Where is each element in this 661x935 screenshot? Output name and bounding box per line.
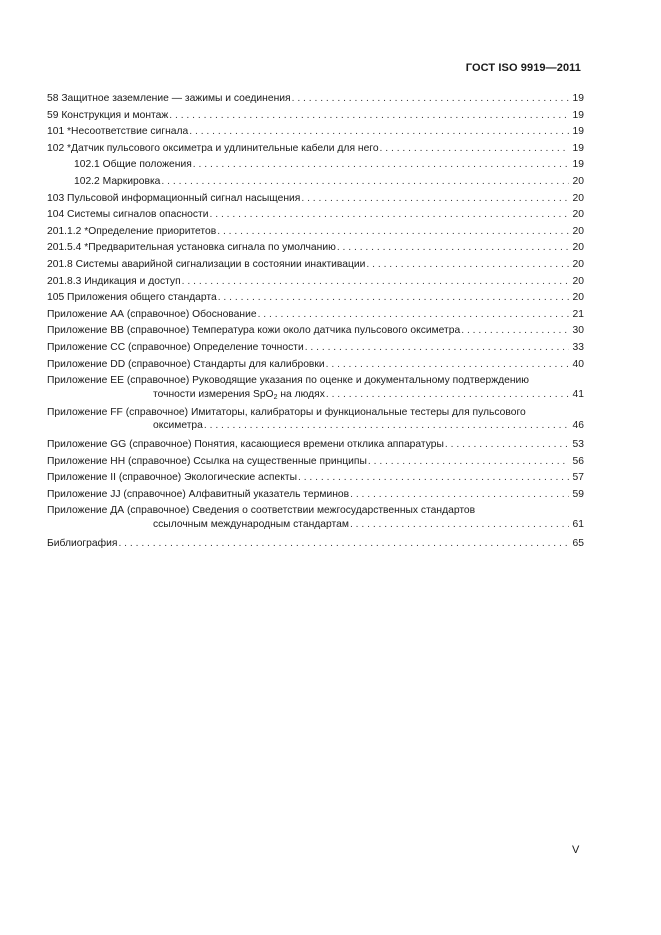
- toc-entry-title: Приложение II (справочное) Экологические аспекты: [47, 472, 297, 484]
- toc-entry[interactable]: [47, 257, 584, 274]
- toc-entry-title-continued: [153, 388, 325, 402]
- leader-dots: [337, 240, 569, 257]
- toc-entry[interactable]: [47, 141, 584, 158]
- toc-entry[interactable]: [47, 357, 584, 374]
- leader-dots: [445, 437, 569, 454]
- toc-entry-title-continued: оксиметра: [153, 420, 203, 432]
- leader-dots: [301, 191, 569, 208]
- toc-page-number: 19: [572, 126, 584, 138]
- toc-entry-title-continued: ссылочным международным стандартам: [153, 518, 349, 530]
- toc-entry-title: Приложение СС (справочное) Определение точности: [47, 341, 304, 353]
- toc-page-number: 20: [572, 275, 584, 287]
- leader-dots: [350, 518, 569, 532]
- table-of-contents: [47, 91, 584, 553]
- toc-page-number: 20: [572, 242, 584, 254]
- toc-page-number: 33: [572, 341, 584, 353]
- toc-entry-title: Приложение JJ (справочное) Алфавитный указатель терминов: [47, 488, 350, 500]
- toc-entry-title: Приложение FF (справочное) Имитаторы, калибраторы и функциональные тестеры для пульсового: [47, 406, 526, 418]
- leader-dots: [305, 340, 569, 357]
- leader-dots: [366, 257, 569, 274]
- toc-entry[interactable]: [47, 374, 584, 404]
- toc-entry-title: Приложение ЕЕ (справочное) Руководящие указания по оценке и документальному подтверждению: [47, 375, 530, 387]
- toc-entry[interactable]: [47, 323, 584, 340]
- leader-dots: [258, 307, 569, 324]
- leader-dots: [169, 108, 569, 125]
- toc-entry-title: Приложение GG (справочное) Понятия, касающиеся времени отклика аппаратуры: [47, 439, 444, 451]
- document-header: ГОСТ ISO 9919—2011: [465, 62, 581, 74]
- toc-entry-title: 102.2 Маркировка: [74, 175, 161, 187]
- toc-entry[interactable]: [47, 157, 584, 174]
- toc-entry[interactable]: [47, 437, 584, 454]
- leader-dots: [326, 388, 569, 402]
- leader-dots: [204, 419, 569, 433]
- toc-entry[interactable]: [47, 454, 584, 471]
- toc-entry[interactable]: [47, 290, 584, 307]
- toc-entry-title: 104 Системы сигналов опасности: [47, 209, 209, 221]
- toc-page-number: 30: [572, 325, 584, 337]
- toc-page-number: 19: [572, 142, 584, 154]
- toc-page-number: 46: [572, 420, 584, 432]
- toc-entry-title: 105 Приложения общего стандарта: [47, 292, 217, 304]
- leader-dots: [292, 91, 569, 108]
- toc-page-number: 19: [572, 93, 584, 104]
- toc-entry-title: 102 *Датчик пульсового оксиметра и удлинительные кабели для него: [47, 142, 379, 154]
- leader-dots: [380, 141, 569, 158]
- toc-entry[interactable]: [47, 340, 584, 357]
- toc-page-number: 40: [572, 358, 584, 370]
- leader-dots: [193, 157, 569, 174]
- toc-entry-title: 58 Защитное заземление — зажимы и соединения: [47, 93, 291, 104]
- leader-dots: [368, 454, 569, 471]
- toc-page-number: 19: [572, 109, 584, 121]
- leader-dots: [210, 207, 569, 224]
- toc-entry-title: Приложение АА (справочное) Обоснование: [47, 308, 257, 320]
- toc-page-number: 56: [572, 455, 584, 467]
- toc-entry-title: 102.1 Общие положения: [74, 159, 192, 171]
- toc-entry-title: 201.1.2 *Определение приоритетов: [47, 225, 217, 237]
- toc-entry[interactable]: [47, 207, 584, 224]
- leader-dots: [298, 470, 569, 487]
- toc-entry[interactable]: [47, 487, 584, 504]
- toc-entry-title: Приложение DD (справочное) Стандарты для калибровки: [47, 358, 325, 370]
- leader-dots: [118, 536, 569, 553]
- toc-entry-title: Приложение ДА (справочное) Сведения о соответствии межгосударственных стандартов: [47, 505, 476, 517]
- toc-page-number: 20: [572, 192, 584, 204]
- toc-entry[interactable]: [47, 504, 584, 534]
- toc-entry[interactable]: [47, 240, 584, 257]
- toc-page-number: 20: [572, 225, 584, 237]
- toc-entry-title: 101 *Несоответствие сигнала: [47, 126, 189, 138]
- toc-entry-title: 59 Конструкция и монтаж: [47, 109, 169, 121]
- leader-dots: [217, 224, 569, 241]
- leader-dots: [161, 174, 569, 191]
- leader-dots: [350, 487, 569, 504]
- toc-page-number: 20: [572, 209, 584, 221]
- toc-page-number: 53: [572, 439, 584, 451]
- toc-entry[interactable]: [47, 174, 584, 191]
- toc-entry[interactable]: [47, 224, 584, 241]
- toc-page-number: 41: [572, 388, 584, 400]
- toc-entry-text-part: точности измерения SpO: [153, 388, 274, 400]
- toc-entry[interactable]: [47, 91, 584, 108]
- leader-dots: [218, 290, 569, 307]
- toc-entry-title: Библиография: [47, 537, 118, 549]
- toc-page-number: 61: [572, 518, 584, 530]
- toc-entry-title: Приложение ВВ (справочное) Температура кожи около датчика пульсового оксиметра: [47, 325, 461, 337]
- toc-page-number: 65: [572, 537, 584, 549]
- toc-page-number: 20: [572, 292, 584, 304]
- leader-dots: [189, 124, 569, 141]
- toc-entry[interactable]: [47, 108, 584, 125]
- toc-page-number: 20: [572, 258, 584, 270]
- toc-page-number: 19: [572, 159, 584, 171]
- toc-page-number: 59: [572, 488, 584, 500]
- page-number: V: [572, 844, 580, 856]
- toc-entry[interactable]: [47, 191, 584, 208]
- toc-entry-title: 201.5.4 *Предварительная установка сигнала по умолчанию: [47, 242, 336, 254]
- toc-entry[interactable]: [47, 274, 584, 291]
- leader-dots: [182, 274, 569, 291]
- toc-entry[interactable]: [47, 470, 584, 487]
- toc-entry[interactable]: [47, 307, 584, 324]
- toc-entry-text-part: на людях: [277, 388, 325, 400]
- toc-page-number: 57: [572, 472, 584, 484]
- toc-entry[interactable]: [47, 536, 584, 553]
- subscript: 2: [273, 393, 278, 401]
- toc-page-number: 20: [572, 175, 584, 187]
- toc-entry[interactable]: [47, 406, 584, 436]
- leader-dots: [326, 357, 569, 374]
- leader-dots: [461, 323, 569, 340]
- toc-entry-title: 201.8.3 Индикация и доступ: [47, 275, 181, 287]
- toc-page-number: 21: [572, 308, 584, 320]
- toc-entry-title: 103 Пульсовой информационный сигнал насыщения: [47, 192, 301, 204]
- toc-entry[interactable]: [47, 124, 584, 141]
- toc-entry-title: 201.8 Системы аварийной сигнализации в состоянии инактивации: [47, 258, 366, 270]
- toc-entry-title: Приложение НН (справочное) Ссылка на существенные принципы: [47, 455, 367, 467]
